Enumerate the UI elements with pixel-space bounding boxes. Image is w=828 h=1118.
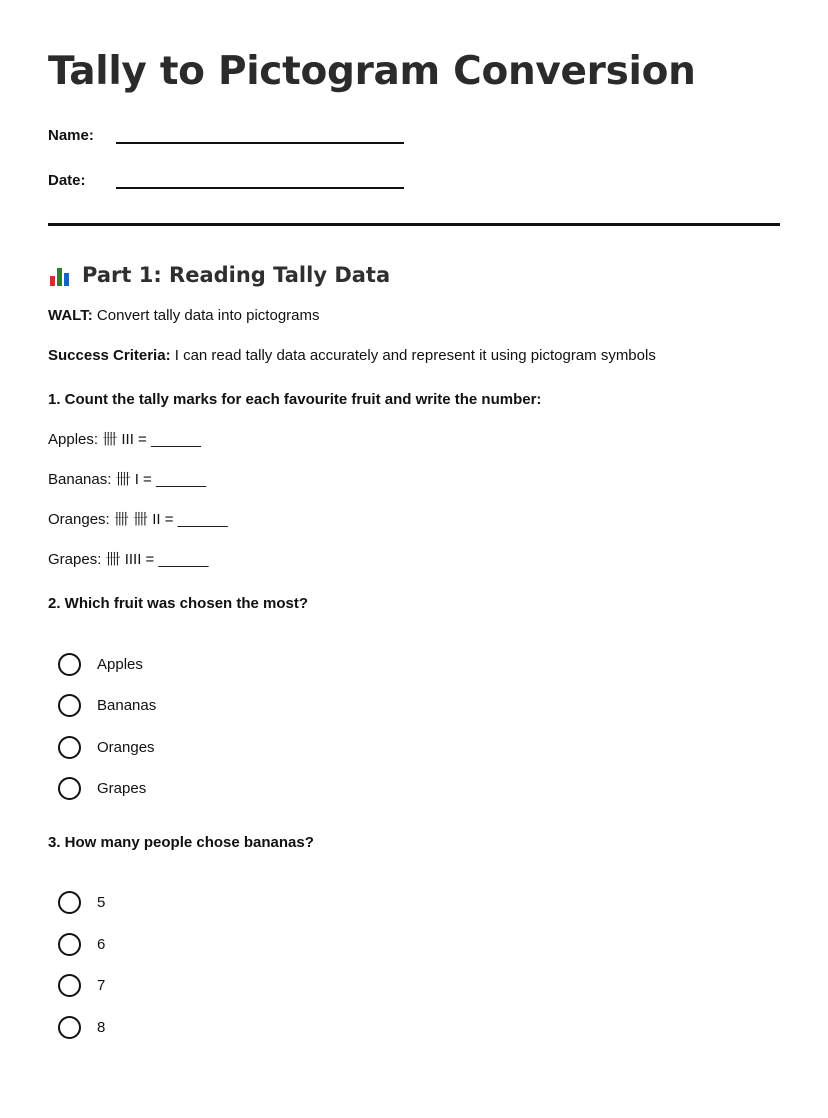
name-input-line[interactable] [116,124,404,144]
question-3: 3. How many people chose bananas? [48,833,314,851]
option-label: Grapes [97,780,147,797]
date-label: Date: [48,172,86,189]
question-2: 2. Which fruit was chosen the most? [48,595,309,612]
radio-button[interactable] [58,974,81,997]
option-grapes[interactable] [48,777,780,801]
walt-text: Convert tally data into pictograms [96,307,320,324]
question-3-options [48,891,780,1040]
option-8[interactable] [48,1015,780,1039]
option-5[interactable] [48,891,780,915]
name-field-row [48,122,780,144]
option-6[interactable] [48,932,780,956]
success-text: I can read tally data accurately and represent it using pictogram symbols [174,347,656,364]
tally-item-grapes: Grapes: 卌 IIII = ______ [48,551,209,568]
radio-button[interactable] [58,891,81,914]
success-label: Success Criteria: [48,347,171,364]
walt-line [48,306,780,326]
bar-chart-icon [48,263,72,287]
option-label: 7 [97,977,106,994]
question-2-options [48,652,780,801]
radio-button[interactable] [58,736,81,759]
radio-button[interactable] [58,653,81,676]
section-title: Part 1: Reading Tally Data [82,263,391,287]
section-divider [48,223,780,226]
option-label: 5 [97,894,106,911]
option-bananas[interactable] [48,694,780,718]
option-label: Bananas [97,697,157,714]
option-7[interactable] [48,974,780,998]
date-field-row [48,167,780,189]
name-label: Name: [48,127,94,144]
option-oranges[interactable] [48,735,780,759]
radio-button[interactable] [58,694,81,717]
walt-label: WALT: [48,307,93,324]
question-1: 1. Count the tally marks for each favourite fruit and write the number: [48,391,542,408]
option-label: 6 [97,935,106,953]
option-label: 8 [97,1018,106,1036]
option-label: Apples [97,655,143,673]
option-apples[interactable] [48,652,780,676]
radio-button[interactable] [58,1016,81,1039]
tally-item-bananas: Bananas: 卌 I = ______ [48,471,207,488]
radio-button[interactable] [58,933,81,956]
tally-item-oranges: Oranges: 卌 卌 II = ______ [48,511,228,528]
page-title: Tally to Pictogram Conversion [48,49,696,94]
option-label: Oranges [97,738,155,756]
radio-button[interactable] [58,777,81,800]
tally-item-apples: Apples: 卌 III = ______ [48,431,202,448]
section-heading [48,260,780,290]
date-input-line[interactable] [116,169,404,189]
success-criteria-line [48,346,780,366]
